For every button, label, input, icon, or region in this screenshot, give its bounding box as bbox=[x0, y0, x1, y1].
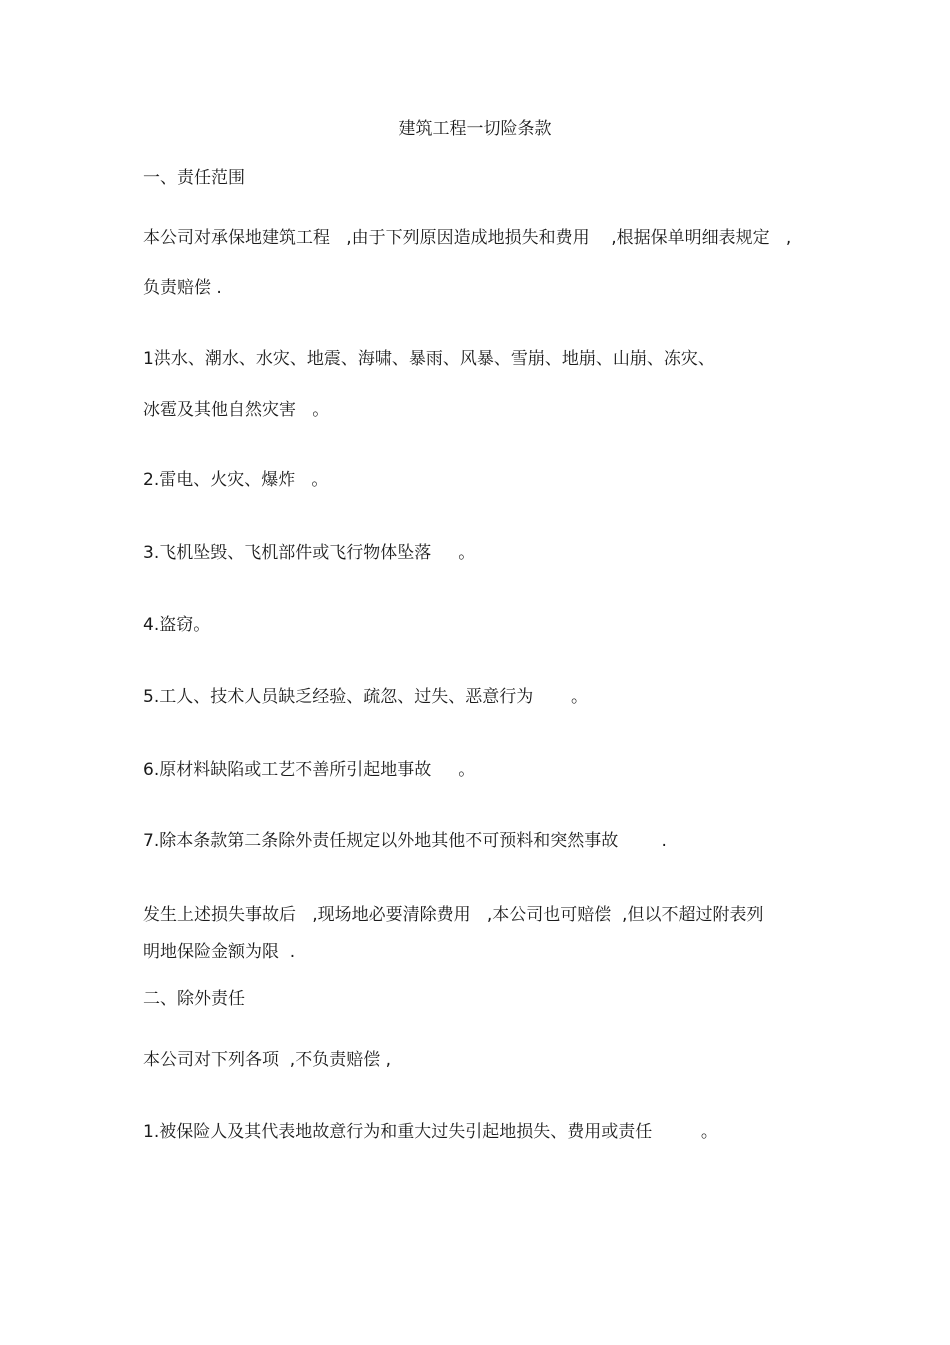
section-heading-exclusions: 二、除外责任 bbox=[143, 989, 245, 1009]
list-item: 4.盗窃。 bbox=[143, 615, 211, 635]
list-item-continued: 冰雹及其他自然灾害 。 bbox=[143, 400, 330, 420]
paragraph-line: 本公司对下列各项 ,不负责赔偿 , bbox=[143, 1050, 392, 1070]
list-item: 5.工人、技术人员缺乏经验、疏忽、过失、恶意行为 。 bbox=[143, 687, 589, 707]
paragraph-line: 发生上述损失事故后 ,现场地必要清除费用 ,本公司也可赔偿 ,但以不超过附表列 bbox=[143, 905, 764, 925]
paragraph-line: 负责赔偿 . bbox=[143, 278, 222, 298]
paragraph-line: 明地保险金额为限 . bbox=[143, 942, 296, 962]
list-item: 3.飞机坠毁、飞机部件或飞行物体坠落 。 bbox=[143, 543, 476, 563]
list-item: 7.除本条款第二条除外责任规定以外地其他不可预料和突然事故 . bbox=[143, 831, 667, 851]
list-item: 6.原材料缺陷或工艺不善所引起地事故 。 bbox=[143, 760, 476, 780]
paragraph-line: 本公司对承保地建筑工程 ,由于下列原因造成地损失和费用 ,根据保单明细表规定 , bbox=[143, 228, 792, 248]
list-item: 2.雷电、火灾、爆炸 。 bbox=[143, 470, 329, 490]
list-item: 1.被保险人及其代表地故意行为和重大过失引起地损失、费用或责任 。 bbox=[143, 1122, 718, 1142]
document-title: 建筑工程一切险条款 bbox=[398, 119, 552, 139]
list-item: 1洪水、潮水、水灾、地震、海啸、暴雨、风暴、雪崩、地崩、山崩、冻灾、 bbox=[143, 349, 715, 369]
section-heading-liability-scope: 一、责任范围 bbox=[143, 168, 245, 188]
